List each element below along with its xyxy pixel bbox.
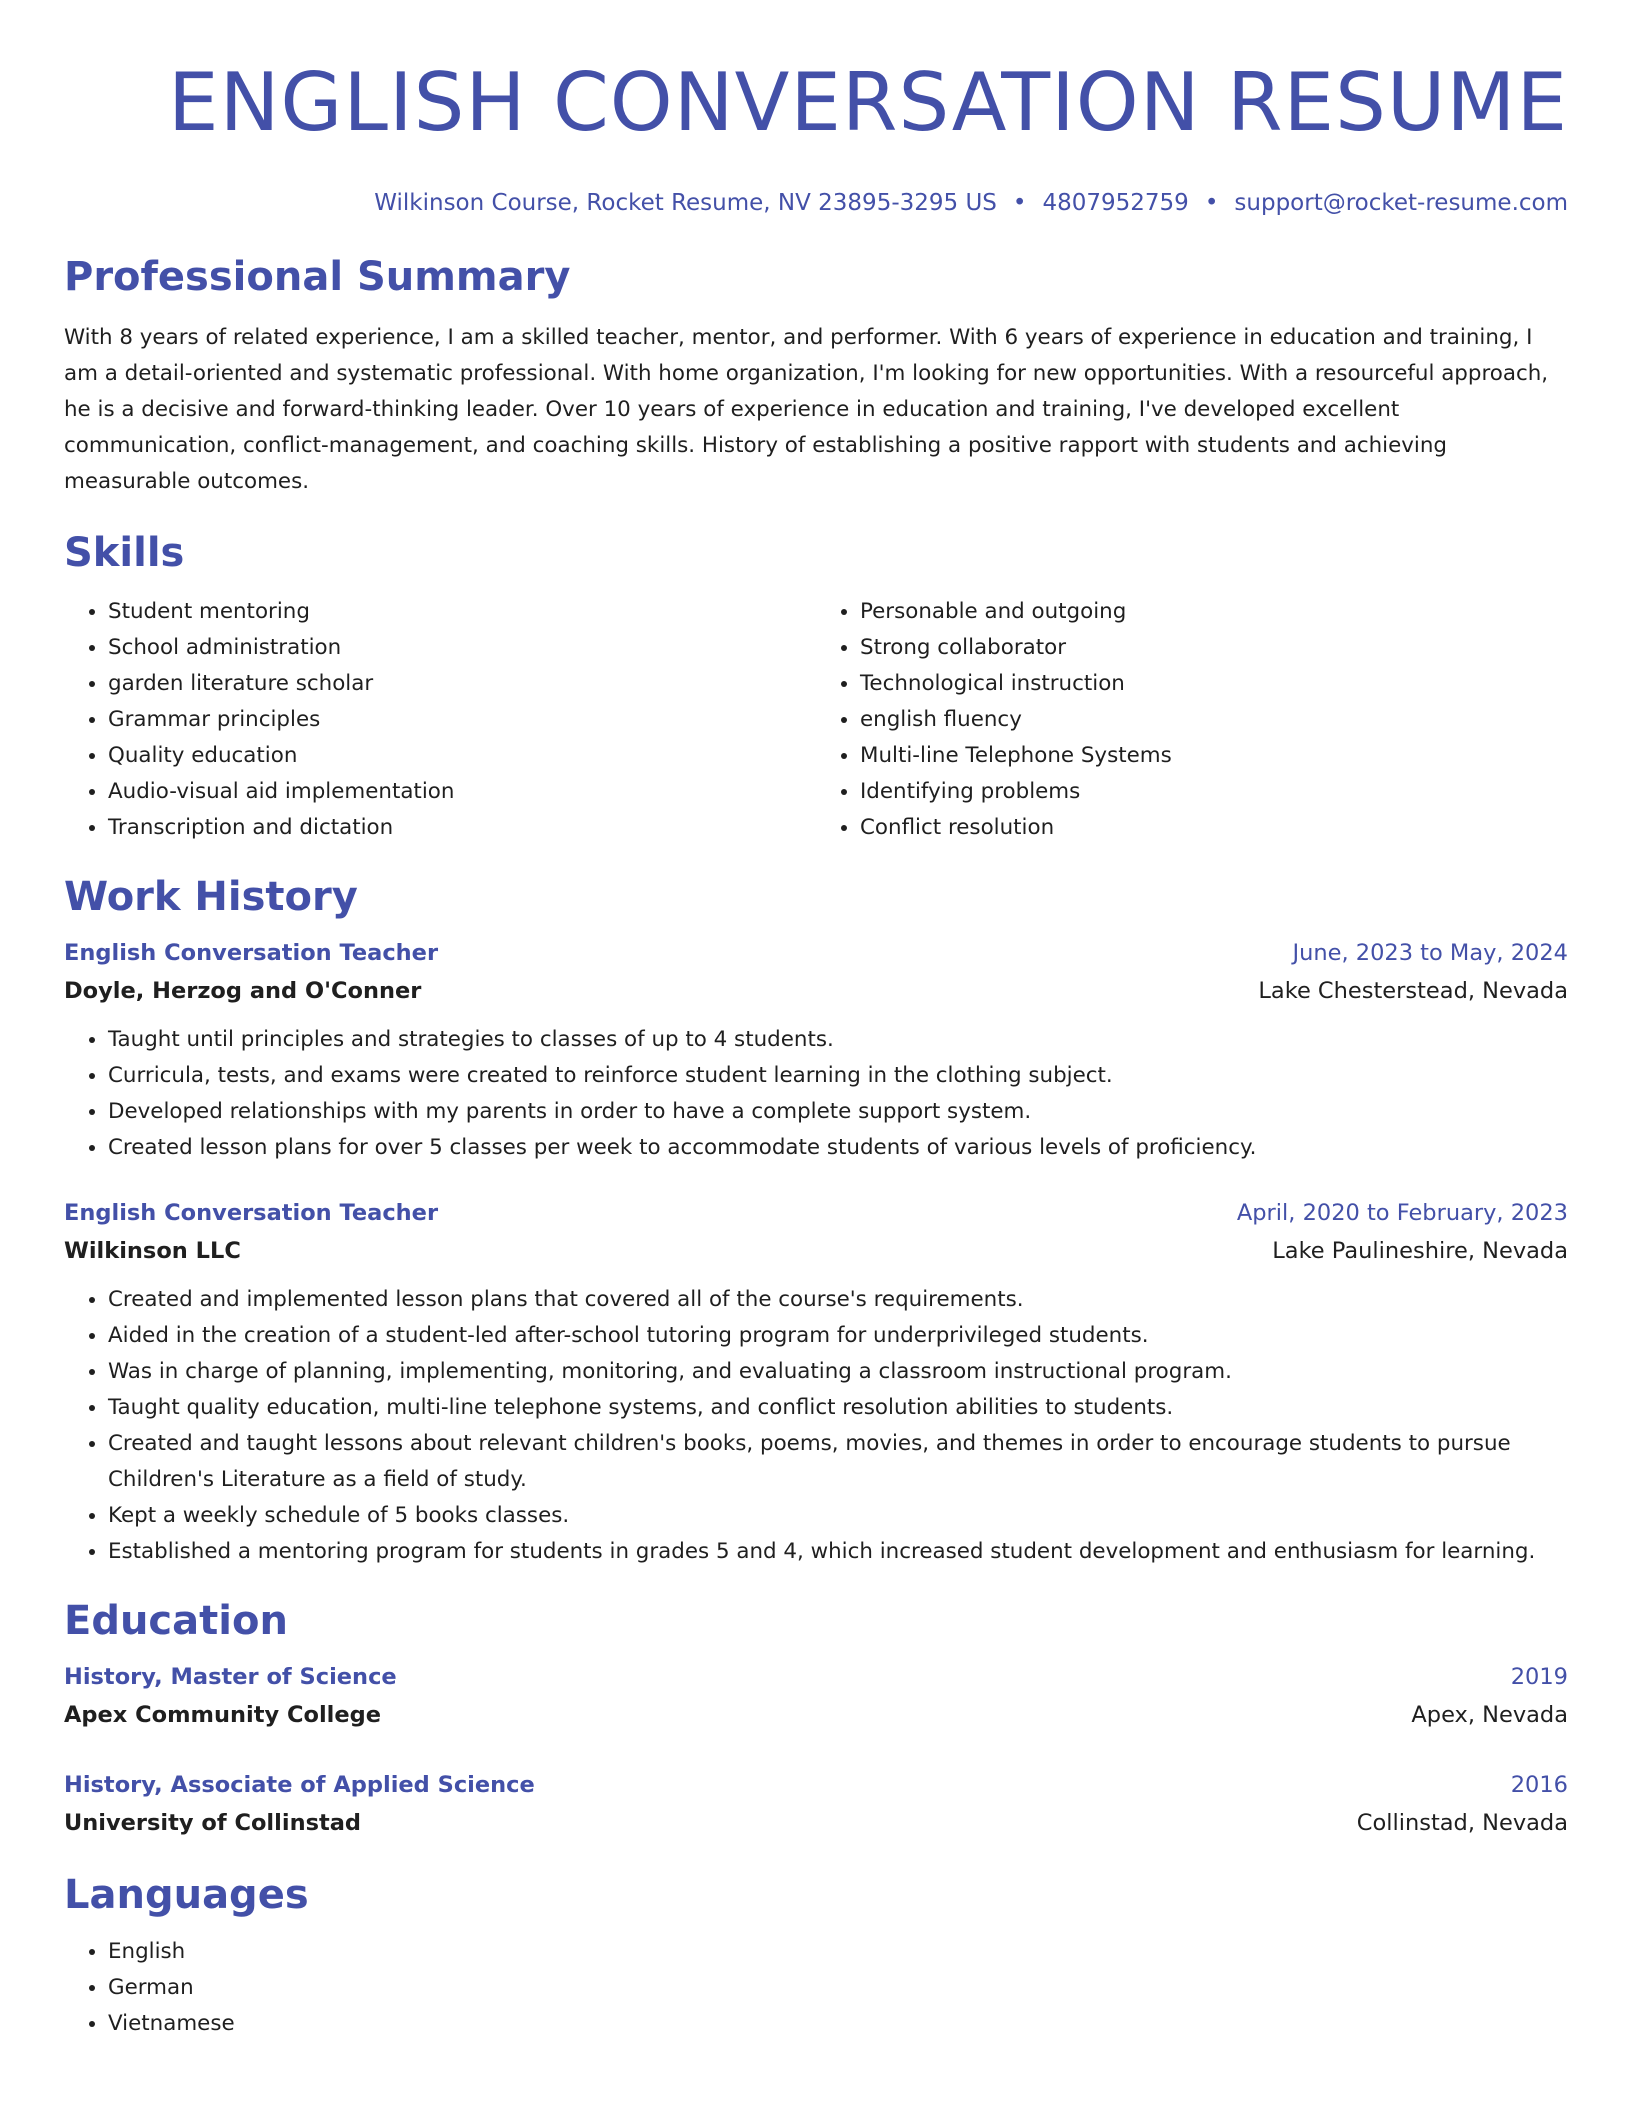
- job-bullet: • Created and implemented lesson plans that covered all of the course's requirements.: [108, 1282, 1568, 1318]
- contact-separator: •: [1204, 190, 1219, 216]
- skill-item: • garden literature scholar: [108, 666, 816, 702]
- job-bullet: • Aided in the creation of a student-led after-school tutoring program for underprivileged students.: [108, 1318, 1568, 1354]
- education-entry: [64, 1766, 1568, 1842]
- job-entry: [64, 934, 1568, 1166]
- email-link[interactable]: support@rocket-resume.com: [1234, 190, 1568, 216]
- education-school-row: [64, 1804, 1568, 1842]
- contact-separator: •: [1012, 190, 1027, 216]
- resume-header: [64, 48, 1568, 218]
- skill-item: • Conflict resolution: [860, 810, 1568, 846]
- job-bullet: • Was in charge of planning, implementing, monitoring, and evaluating a classroom instructional program.: [108, 1354, 1568, 1390]
- language-item: • German: [108, 1970, 1568, 2006]
- skill-item: • Technological instruction: [860, 666, 1568, 702]
- skill-item: • School administration: [108, 630, 816, 666]
- skill-item: • Quality education: [108, 738, 816, 774]
- education-school: Apex Community College: [64, 1702, 382, 1728]
- summary-text: With 8 years of related experience, I am a skilled teacher, mentor, and performer. With 6 years of experience in education and training, I am a detail-oriented and systematic professional. With home organization, I'm looking for new opportunities. With a resourceful approach, he is a decisive and forward-thinking leader. Over 10 years of experience in education and training, I've developed excellent communication, conflict-management, and coaching skills. History of establishing a positive rapport with students and achieving measurable outcomes.: [64, 325, 1549, 494]
- job-company: Wilkinson LLC: [64, 1238, 241, 1264]
- job-dates: June, 2023 to May, 2024: [1292, 940, 1568, 966]
- education-header-row: [64, 1658, 1568, 1696]
- job-company: Doyle, Herzog and O'Conner: [64, 978, 422, 1004]
- job-bullet: • Established a mentoring program for students in grades 5 and 4, which increased student development and enthusiasm for learning.: [108, 1534, 1568, 1570]
- job-bullet: • Created and taught lessons about relevant children's books, poems, movies, and themes in order to encourage students to pursue Children's Literature as a field of study.: [108, 1426, 1568, 1498]
- address-text: Wilkinson Course, Rocket Resume, NV 23895-3295 US: [374, 190, 997, 216]
- job-bullets: [64, 1022, 1568, 1166]
- skill-item: • english fluency: [860, 702, 1568, 738]
- work-heading: Work History: [64, 874, 358, 920]
- education-heading: Education: [64, 1598, 288, 1644]
- job-bullet: • Taught until principles and strategies to classes of up to 4 students.: [108, 1022, 1568, 1058]
- skills-heading: Skills: [64, 530, 185, 576]
- skills-columns: [64, 594, 1568, 846]
- summary-section: [64, 252, 1568, 500]
- job-bullet: • Created lesson plans for over 5 classes per week to accommodate students of various levels of proficiency.: [108, 1130, 1568, 1166]
- skills-list-right: [816, 594, 1568, 846]
- skills-section: [64, 528, 1568, 846]
- education-section: [64, 1596, 1568, 1842]
- contact-line: [64, 188, 1568, 218]
- job-company-row: [64, 972, 1568, 1010]
- skill-item: • Grammar principles: [108, 702, 816, 738]
- language-item: • Vietnamese: [108, 2006, 1568, 2042]
- language-item: • English: [108, 1934, 1568, 1970]
- resume-title: ENGLISH CONVERSATION RESUME: [168, 56, 1568, 149]
- languages-section: [64, 1870, 1568, 2042]
- languages-heading: Languages: [64, 1872, 309, 1918]
- job-dates: April, 2020 to February, 2023: [1236, 1200, 1568, 1226]
- job-bullet: • Taught quality education, multi-line telephone systems, and conflict resolution abilities to students.: [108, 1390, 1568, 1426]
- skill-item: • Transcription and dictation: [108, 810, 816, 846]
- education-entry: [64, 1658, 1568, 1734]
- job-company-row: [64, 1232, 1568, 1270]
- education-location: Apex, Nevada: [1411, 1702, 1568, 1728]
- job-location: Lake Paulineshire, Nevada: [1272, 1238, 1568, 1264]
- skill-item: • Student mentoring: [108, 594, 816, 630]
- education-year: 2019: [1510, 1664, 1568, 1690]
- education-school: University of Collinstad: [64, 1810, 362, 1836]
- job-bullet: • Developed relationships with my parents in order to have a complete support system.: [108, 1094, 1568, 1130]
- job-role: English Conversation Teacher: [64, 1200, 439, 1226]
- work-section: [64, 872, 1568, 1570]
- skill-item: • Multi-line Telephone Systems: [860, 738, 1568, 774]
- education-header-row: [64, 1766, 1568, 1804]
- job-entry: [64, 1194, 1568, 1570]
- education-degree: History, Master of Science: [64, 1664, 397, 1690]
- job-location: Lake Chesterstead, Nevada: [1258, 978, 1568, 1004]
- education-degree: History, Associate of Applied Science: [64, 1772, 535, 1798]
- job-role: English Conversation Teacher: [64, 940, 439, 966]
- skill-item: • Identifying problems: [860, 774, 1568, 810]
- skill-item: • Audio-visual aid implementation: [108, 774, 816, 810]
- education-school-row: [64, 1696, 1568, 1734]
- job-bullet: • Curricula, tests, and exams were created to reinforce student learning in the clothing subject.: [108, 1058, 1568, 1094]
- job-bullet: • Kept a weekly schedule of 5 books classes.: [108, 1498, 1568, 1534]
- languages-list: [64, 1934, 1568, 2042]
- job-bullets: [64, 1282, 1568, 1570]
- education-year: 2016: [1510, 1772, 1568, 1798]
- job-header-row: [64, 1194, 1568, 1232]
- job-header-row: [64, 934, 1568, 972]
- phone-text: 4807952759: [1042, 190, 1189, 216]
- skill-item: • Personable and outgoing: [860, 594, 1568, 630]
- education-location: Collinstad, Nevada: [1356, 1810, 1568, 1836]
- skill-item: • Strong collaborator: [860, 630, 1568, 666]
- summary-heading: Professional Summary: [64, 254, 571, 300]
- skills-list-left: [64, 594, 816, 846]
